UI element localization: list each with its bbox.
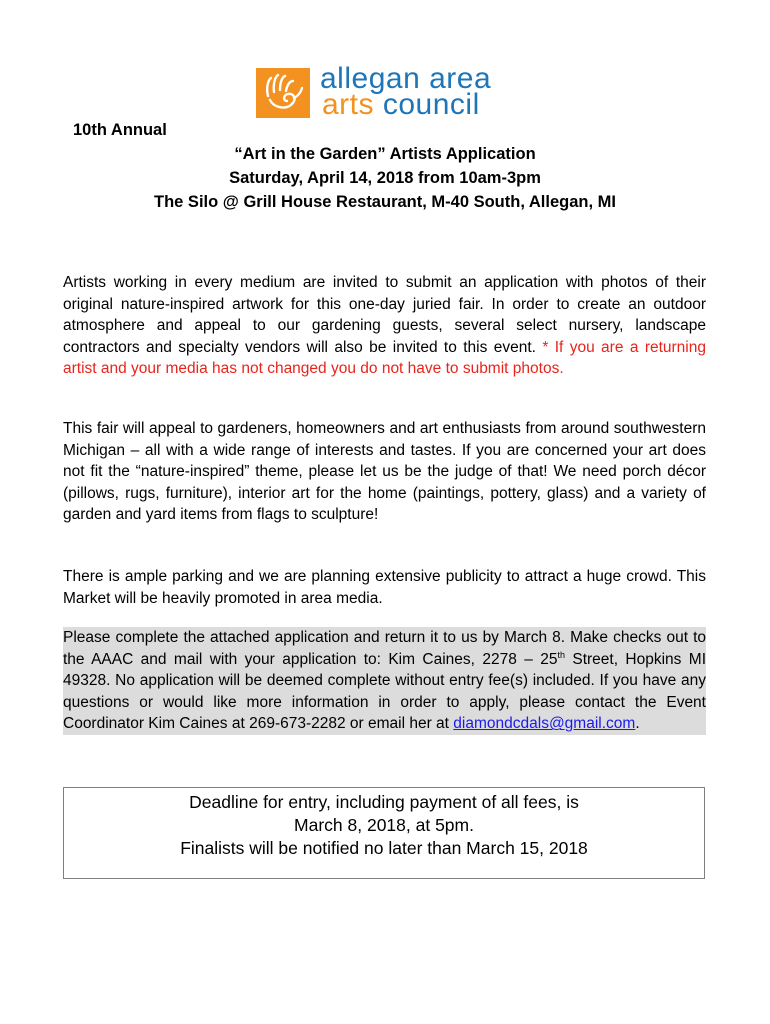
instructions-text-a: Please complete the attached application and return it to us by March 8. Make checks out to the AAAC and mail with your application to: Kim Caines, 2278 – 25: [63, 629, 706, 668]
deadline-line1: Deadline for entry, including payment of all fees, is: [189, 792, 579, 812]
logo-text-line1: allegan area: [320, 62, 492, 95]
instructions-text-b: Street, Hopkins MI 49328. No application will be deemed complete without entry fee(s) included. If you have any questions or would like more information in order to apply, please contact the Event Coordinator Kim Caines at 269-673-2282 or email her at: [63, 650, 706, 733]
document-title: “Art in the Garden” Artists Application: [234, 145, 536, 163]
allegan-arts-council-logo: [256, 62, 556, 121]
parking-paragraph: There is ample parking and we are planning extensive publicity to attract a huge crowd. This Market will be heavily promoted in area media.: [63, 568, 706, 607]
logo-text-council: council: [374, 88, 480, 121]
logo-text-line2: [322, 88, 480, 122]
deadline-line3: Finalists will be notified no later than March 15, 2018: [180, 838, 588, 858]
returning-artist-note: * If you are a returning artist and your media has not changed you do not have to submit photos.: [63, 338, 706, 378]
ordinal-suffix: th: [557, 649, 565, 660]
deadline-box: [63, 787, 705, 879]
event-date: Saturday, April 14, 2018 from 10am-3pm: [229, 169, 541, 187]
hand-logo-icon: [256, 68, 310, 118]
event-location: The Silo @ Grill House Restaurant, M-40 South, Allegan, MI: [154, 193, 616, 211]
edition-label: 10th Annual: [73, 121, 167, 139]
instructions-paragraph: [63, 627, 706, 735]
instructions-end: .: [635, 715, 640, 733]
intro-text: Artists working in every medium are invited to submit an application with photos of their original nature-inspired artwork for this one-day juried fair. In order to create an outdoor atmosphere and appeal to our gardening guests, several select nursery, landscape contractors and specialty vendors will also be invited to this event.: [63, 274, 706, 356]
intro-paragraph: [63, 272, 706, 380]
deadline-line2: March 8, 2018, at 5pm.: [294, 815, 474, 835]
email-link[interactable]: diamondcdals@gmail.com: [453, 715, 636, 733]
audience-paragraph: This fair will appeal to gardeners, homeowners and art enthusiasts from around southwestern Michigan – all with a wide range of interests and tastes. If you are concerned your art does not fit the “nature-inspired” theme, please let us be the judge of that! We need porch décor (pillows, rugs, furniture), interior art for the home (paintings, pottery, glass) and a variety of garden and yard items from flags to sculpture!: [63, 420, 706, 524]
logo-text-arts: arts: [322, 88, 375, 121]
